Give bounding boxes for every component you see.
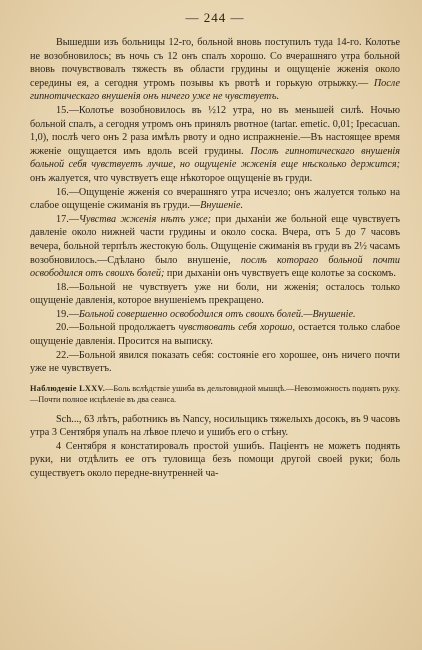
paragraph-9 xyxy=(30,413,400,440)
paragraph-text: 16.—Ощущеніе жженія со вчерашняго утра исчезло; онъ жалуется только на слабое ощущеніе сжиманія въ груди.— xyxy=(30,186,400,212)
paragraph-6 xyxy=(30,308,400,322)
paragraph-2 xyxy=(30,104,400,186)
paragraph-tail: остается только слабое ощущеніе давленія. Просится на выписку. xyxy=(30,322,401,348)
paragraph-italic: Чувства жженія нѣтъ уже; xyxy=(78,213,212,225)
paragraph-italic: Послѣ гипнотическаго внушенія больной себя чувствуетъ лучше, но ощущеніе жженія еще нѣсколько держится; xyxy=(30,145,400,171)
observation-heading xyxy=(30,383,400,406)
paragraph-7 xyxy=(30,321,400,348)
paragraph-1 xyxy=(30,36,400,104)
paragraph-text: 19.— xyxy=(56,308,79,320)
paragraph-text: Вышедши изъ больницы 12-го, больной вновь поступилъ туда 14-го. Колотье не возобновилось; въ ночь съ 12 онъ спалъ хорошо. Со вчерашняго утра больной вновь почувствовалъ тяжесть въ области грудины и ощущеніе жженія около середины ея, а сегодня утромъ позывы къ рвотѣ и горькую отрыжку.— xyxy=(30,37,400,89)
paragraph-10 xyxy=(30,440,400,481)
paragraph-tail-2: при дыханіи онъ чувствуетъ еще колотье за соскомъ. xyxy=(166,268,396,280)
paragraph-text: 20.—Больной продолжаетъ xyxy=(56,322,176,334)
paragraph-text: 15.—Колотье возобновилось въ ½12 утра, но въ меньшей силѣ. Ночью больной спалъ, а сегодня утромъ онъ принялъ рвотное (tartar. emetic. 0,01; Ipecacuan. 1,0), послѣ чего онъ 2 раза имѣлъ рвоту и одно испражненіе.—Въ настоящее время жженіе ощущается имъ вдоль всей грудины. xyxy=(30,104,400,157)
observation-summary: —Боль вслѣдствіе ушиба въ дельтовидной мышцѣ.—Невозможность поднять руку.—Почти полное исцѣленіе въ два сеанса. xyxy=(30,383,400,405)
paragraph-italic: чувствовать себя хорошо, xyxy=(178,322,295,334)
paragraph-4 xyxy=(30,213,400,281)
paragraph-tail: при дыханіи же больной еще чувствуетъ давленіе около нижней части грудины и около соска. Вчера, отъ 5 до 7 часовъ вечера, больной терпѣлъ жестокую боль. Ощущеніе сжиманія въ груди въ 2½ часамъ возобновилось.—Сдѣлано было внушеніе, xyxy=(30,213,401,266)
page-number: — 244 — xyxy=(185,10,245,25)
paragraph-text: 22.—Больной явился показать себя: состояніе его хорошее, онъ ничего почти уже не чувствуетъ. xyxy=(30,349,400,375)
paragraph-italic: Больной совершенно освободился отъ своихъ болей.—Внушеніе. xyxy=(78,308,356,320)
paragraph-text: 4 Сентября я констатировалъ простой ушибъ. Паціентъ не можетъ поднять руки, ни отдѣлить ее отъ туловища безъ помощи другой своей руки; боль существуетъ около передне-внутренней ча- xyxy=(30,440,400,480)
paragraph-3 xyxy=(30,186,400,213)
paragraph-text: 18.—Больной не чувствуетъ уже ни боли, ни жженія; осталось только ощущеніе давленія, которое внушеніемъ прекращено. xyxy=(30,281,400,307)
paragraph-italic: После гипнотическаго внушенія онъ ничего уже не чувствуетъ. xyxy=(30,77,401,103)
paragraph-italic: Внушеніе. xyxy=(200,200,244,212)
paragraph-tail: онъ жалуется, что чувствуетъ еще нѣкоторое ощущеніе въ груди. xyxy=(30,172,313,184)
paragraph-8 xyxy=(30,349,400,376)
paragraph-italic-2: послѣ котораго больной почти освободился отъ своихъ болей; xyxy=(30,254,400,280)
observation-label: Наблюденіе LXXV. xyxy=(30,383,106,393)
paragraph-text: Sch..., 63 лѣтъ, работникъ въ Nancy, носильщикъ тяжелыхъ досокъ, въ 9 часовъ утра 3 Сентября упалъ на лѣвое плечо и ушибъ его о стѣну. xyxy=(30,413,400,439)
paragraph-text: 17.— xyxy=(56,213,79,225)
paragraph-5 xyxy=(30,281,400,308)
